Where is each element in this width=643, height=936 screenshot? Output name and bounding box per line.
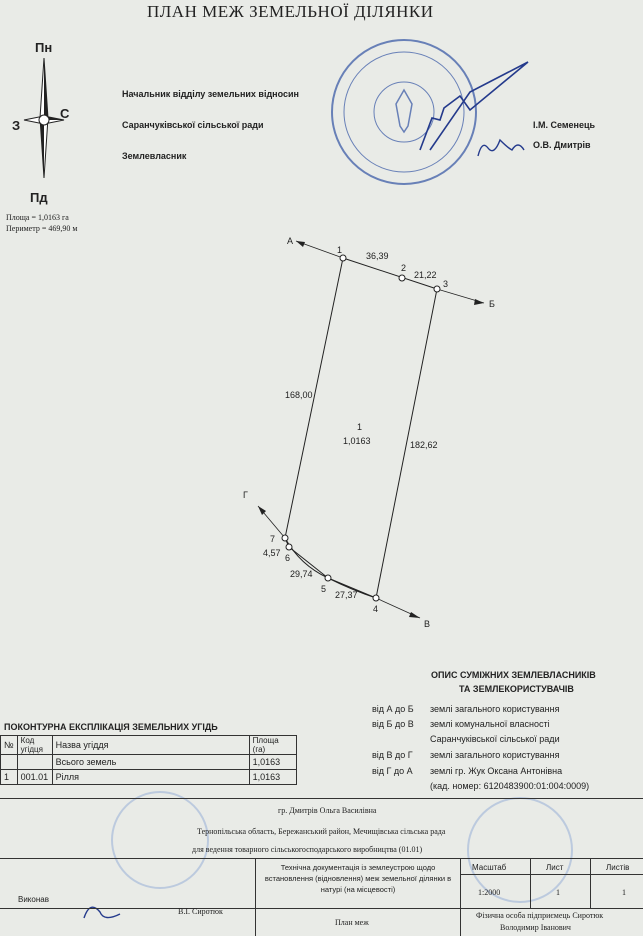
compass-south-label: Пд (30, 190, 48, 205)
length-6-7: 4,57 (263, 548, 281, 558)
neighbour-text-2: Саранчуківської сільської ради (430, 734, 560, 744)
footer-sheet: 1 (556, 888, 560, 897)
signatory-2: О.В. Дмитрів (533, 140, 591, 150)
point-label-2: 2 (401, 263, 407, 273)
neighbours-title-1: ОПИС СУМІЖНИХ ЗЕМЛЕВЛАСНИКІВ (431, 670, 596, 680)
footer-scale: 1:2000 (478, 888, 501, 897)
footer-scale-header: Масштаб (472, 863, 507, 872)
compass-west-label: З (12, 118, 21, 133)
neighbour-from-0: від А до Б (372, 704, 414, 714)
neighbour-text-5: (кад. номер: 6120483900:01:004:0009) (430, 781, 590, 791)
header-line-2: Саранчуківської сільської ради (122, 120, 264, 130)
length-2-3: 21,22 (414, 270, 437, 280)
point-label-7: 7 (270, 534, 276, 544)
direction-label-g: Г (243, 490, 248, 500)
neighbour-text-1: землі комунальної власності (430, 719, 550, 729)
point-label-3: 3 (443, 279, 449, 289)
neighbour-from-4: від Г до А (372, 766, 413, 776)
neighbour-from-3: від В до Г (372, 750, 413, 760)
direction-label-v: В (424, 619, 431, 629)
compass-rose-icon (24, 58, 64, 178)
stamp-seal (332, 40, 476, 184)
compass-east-label: С (60, 106, 70, 121)
point-label-5: 5 (321, 584, 327, 594)
neighbour-text-3: землі загального користування (430, 750, 560, 760)
point-label-1: 1 (337, 245, 343, 255)
explication-title: ПОКОНТУРНА ЕКСПЛІКАЦІЯ ЗЕМЕЛЬНИХ УГІДЬ (4, 722, 218, 732)
neighbour-text-4: землі гр. Жук Оксана Антонівна (430, 766, 563, 776)
footer-owner: гр. Дмитрів Ольга Василівна (278, 806, 377, 815)
length-3-4: 182,62 (410, 440, 438, 450)
header-line-3: Землевласник (122, 151, 187, 161)
direction-label-a: А (287, 236, 294, 246)
signature-seminets (420, 62, 528, 150)
length-5-6: 29,74 (290, 569, 313, 579)
signatory-1: І.М. Семенець (533, 120, 596, 130)
footer-sheets: 1 (622, 888, 626, 897)
col-header-no: № (1, 736, 18, 755)
direction-label-b: Б (489, 299, 495, 309)
length-1-2: 36,39 (366, 251, 389, 261)
explication-table (0, 735, 297, 785)
col-header-area: Площа (га) (249, 736, 296, 755)
footer-company-2: Володимир Іванович (500, 923, 571, 932)
parcel-number: 1 (357, 422, 363, 432)
neighbour-from-1: від Б до В (372, 719, 414, 729)
footer-performer: В.І. Сиротюк (178, 907, 223, 916)
footer-sheet-header: Лист (546, 863, 564, 872)
table-row: Всього земель 1,0163 (1, 755, 297, 770)
point-label-6: 6 (285, 553, 291, 563)
parcel-area: 1,0163 (343, 436, 371, 446)
footer-performed-label: Виконав (18, 895, 49, 904)
footer-sheets-header: Листів (606, 863, 630, 872)
page-title: ПЛАН МЕЖ ЗЕМЕЛЬНОЇ ДІЛЯНКИ (147, 2, 434, 21)
footer-plan-label: План меж (335, 918, 369, 927)
area-label: Площа = 1,0163 га (6, 213, 69, 222)
header-line-1: Начальник відділу земельних відносин (122, 89, 299, 99)
neighbour-text-0: землі загального користування (430, 704, 560, 714)
table-row: 1 001.01 Рілля 1,0163 (1, 770, 297, 785)
point-label-4: 4 (373, 604, 379, 614)
length-7-1: 168,00 (285, 390, 313, 400)
perimeter-label: Периметр = 469,90 м (6, 224, 78, 233)
signature-dmytriv (478, 140, 524, 156)
footer-company: Фізична особа підприємець Сиротюк (476, 911, 604, 920)
footer-doc-title: Технічна документація із землеустрою щодо встановлення (відновлення) меж земельної ділянки в натурі (на місцевості) (264, 863, 452, 894)
length-4-5: 27,37 (335, 590, 358, 600)
col-header-name: Назва угіддя (52, 736, 249, 755)
footer-location: Тернопільська область, Бережанський район, Мечищівська сільська рада (197, 827, 446, 836)
footer-purpose: для ведення товарного сільськогосподарського виробництва (01.01) (192, 845, 423, 854)
neighbours-title-2: ТА ЗЕМЛЕКОРИСТУВАЧІВ (459, 684, 574, 694)
compass-north-label: Пн (35, 40, 53, 55)
col-header-code: Код угідця (17, 736, 52, 755)
